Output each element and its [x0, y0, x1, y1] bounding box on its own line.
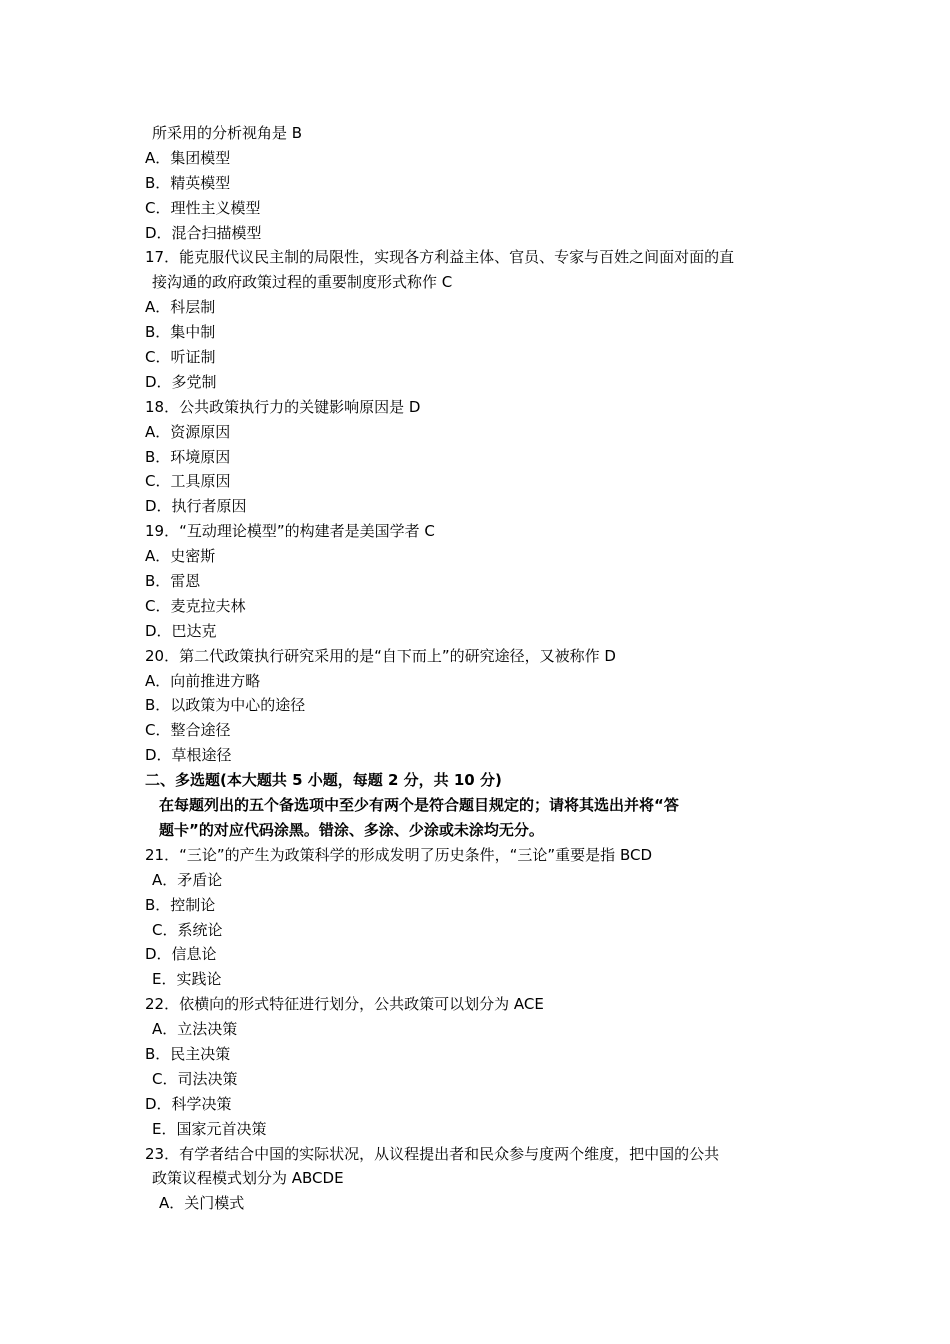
- text-line: C．系统论: [152, 920, 223, 939]
- text-line: 17．能克服代议民主制的局限性，实现各方利益主体、官员、专家与百姓之间面对面的直: [145, 248, 735, 267]
- text-line: A．关门模式: [159, 1194, 245, 1213]
- text-line: B．雷恩: [145, 572, 201, 591]
- text-line: 在每题列出的五个备选项中至少有两个是符合题目规定的；请将其选出并将“答: [159, 796, 679, 815]
- text-line: A．集团模型: [145, 148, 231, 167]
- text-line: C．听证制: [145, 348, 216, 367]
- text-line: B．以政策为中心的途径: [145, 696, 306, 715]
- text-line: 题卡”的对应代码涂黑。错涂、多涂、少涂或未涂均无分。: [159, 820, 544, 839]
- text-line: 所采用的分析视角是 B: [152, 124, 303, 142]
- text-line: D．信息论: [145, 945, 217, 964]
- text-line: B．民主决策: [145, 1044, 231, 1063]
- text-line: A．科层制: [145, 298, 216, 317]
- text-line: D．草根途径: [145, 746, 232, 765]
- text-line: C．理性主义模型: [145, 198, 261, 217]
- text-line: D．多党制: [145, 372, 217, 391]
- text-line: A．向前推进方略: [145, 671, 261, 690]
- text-line: 接沟通的政府政策过程的重要制度形式称作 C: [152, 273, 453, 292]
- text-line: C．麦克拉夫林: [145, 596, 246, 615]
- text-line: A．立法决策: [152, 1020, 238, 1039]
- text-line: C．司法决策: [152, 1069, 238, 1088]
- text-line: 18．公共政策执行力的关键影响原因是 D: [145, 397, 421, 416]
- text-line: 21．“三论”的产生为政策科学的形成发明了历史条件，“三论”重要是指 BCD: [145, 845, 652, 864]
- text-line: D．巴达克: [145, 621, 217, 640]
- text-line: A．资源原因: [145, 422, 231, 441]
- text-line: B．环境原因: [145, 447, 231, 466]
- text-line: 政策议程模式划分为 ABCDE: [152, 1169, 344, 1188]
- text-line: 22．依横向的形式特征进行划分，公共政策可以划分为 ACE: [145, 995, 544, 1014]
- text-line: B．控制论: [145, 895, 216, 914]
- text-line: A．史密斯: [145, 547, 216, 566]
- text-line: C．整合途径: [145, 721, 231, 740]
- document-page: [0, 121, 950, 1216]
- text-line: B．精英模型: [145, 173, 231, 192]
- text-line: 19．“互动理论模型”的构建者是美国学者 C: [145, 522, 435, 541]
- text-line: A．矛盾论: [152, 870, 223, 889]
- text-line: C．工具原因: [145, 472, 231, 491]
- text-line: D．科学决策: [145, 1094, 232, 1113]
- text-line: B．集中制: [145, 323, 216, 342]
- text-line: 20．第二代政策执行研究采用的是“自下而上”的研究途径，又被称作 D: [145, 646, 616, 665]
- text-line: D．执行者原因: [145, 497, 247, 516]
- text-line: E．国家元首决策: [152, 1119, 267, 1138]
- text-line: E．实践论: [152, 970, 222, 989]
- text-line: D．混合扫描模型: [145, 223, 262, 242]
- text-line: 二、多选题(本大题共 5 小题，每题 2 分，共 10 分): [145, 771, 502, 790]
- text-line: 23．有学者结合中国的实际状况，从议程提出者和民众参与度两个维度，把中国的公共: [145, 1144, 720, 1163]
